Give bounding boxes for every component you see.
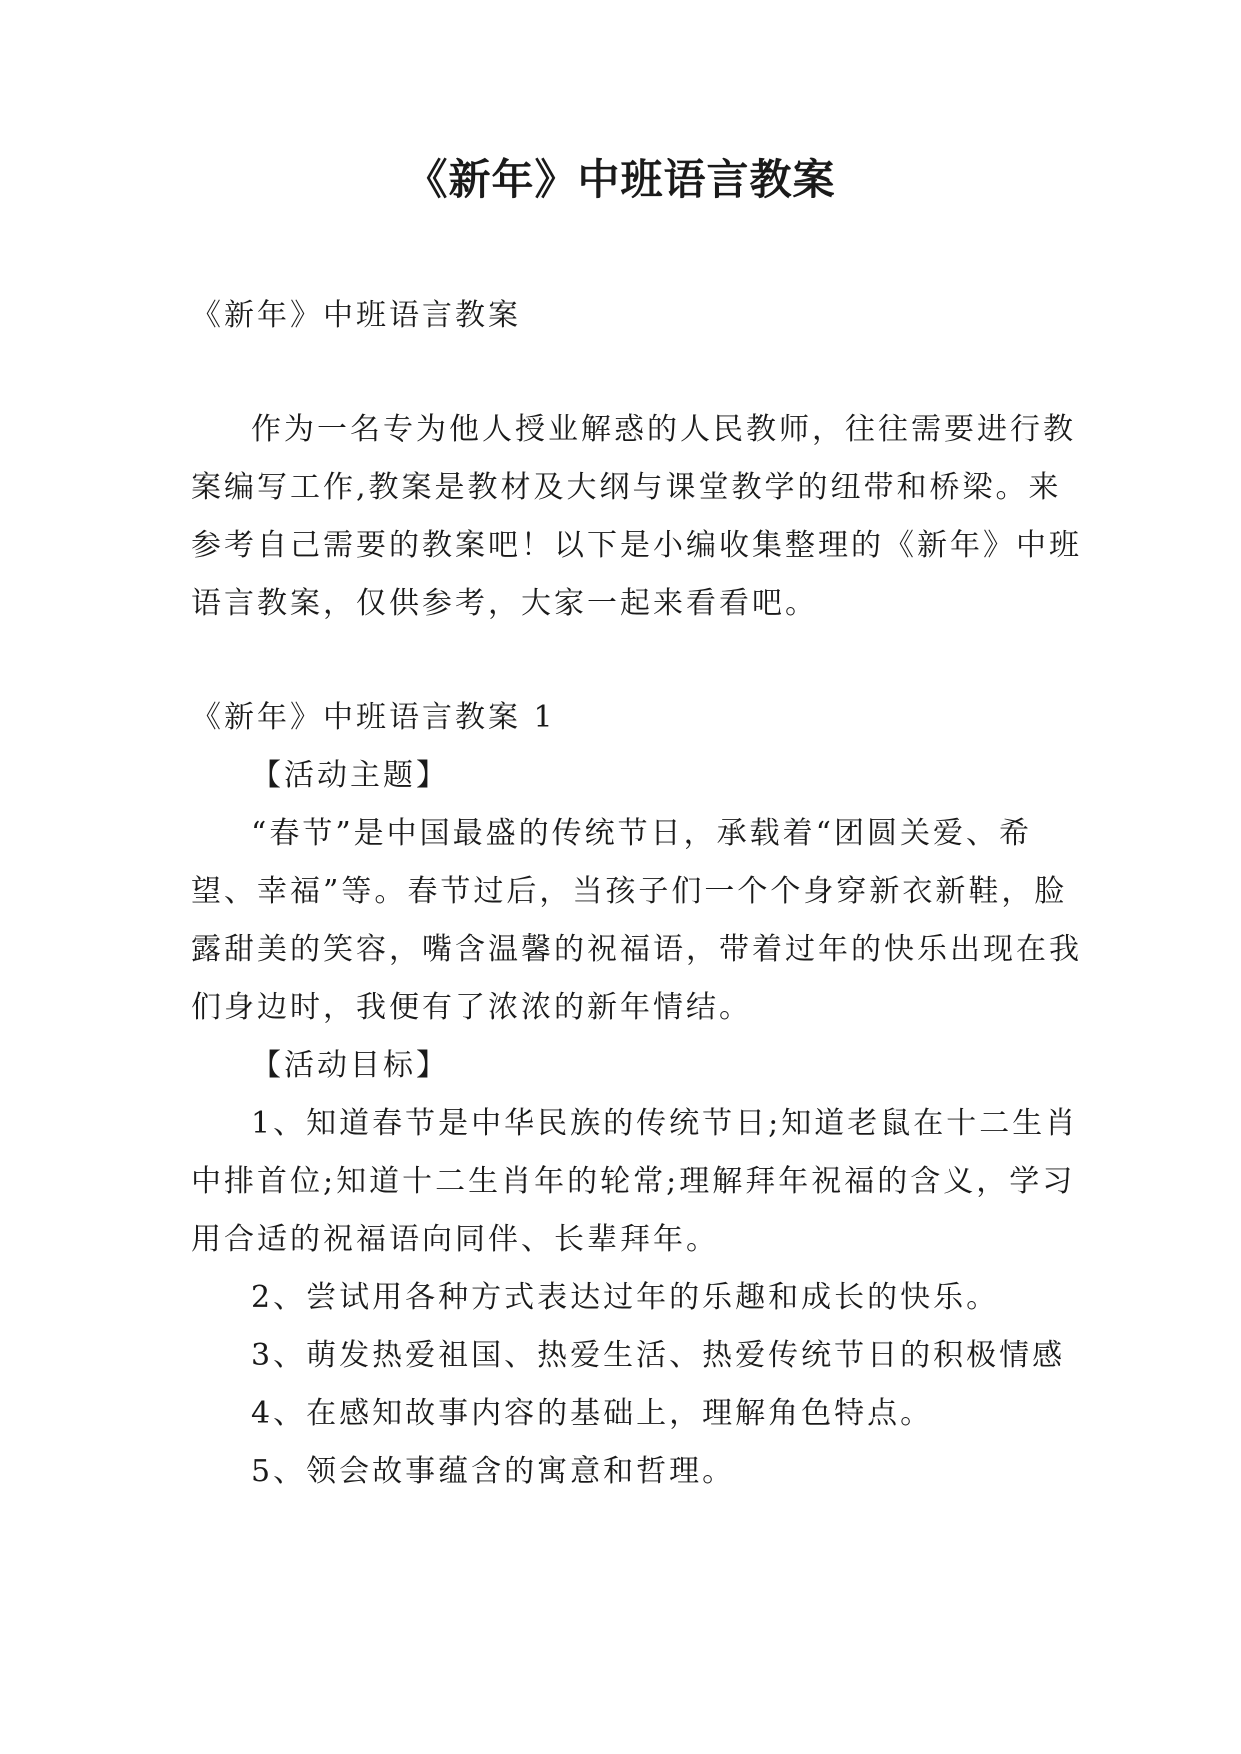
goal-item-4: 4、在感知故事内容的基础上，理解角色特点。 — [251, 1396, 934, 1431]
section-heading: 《新年》中班语言教案 1 — [191, 700, 556, 735]
intro-paragraph: 作为一名专为他人授业解惑的人民教师，往往需要进行教案编写工作,教案是教材及大纲与课堂教学的纽带和桥梁。来参考自己需要的教案吧！以下是小编收集整理的《新年》中班语言教案，仅供参考，大家一起来看看吧。 — [191, 412, 1082, 621]
goal-item-3: 3、萌发热爱祖国、热爱生活、热爱传统节日的积极情感 — [251, 1338, 1066, 1373]
goal-item-1: 1、知道春节是中华民族的传统节日;知道老鼠在十二生肖中排首位;知道十二生肖年的轮常;理解拜年祝福的含义，学习用合适的祝福语向同伴、长辈拜年。 — [191, 1106, 1079, 1257]
goal-item-2: 2、尝试用各种方式表达过年的乐趣和成长的快乐。 — [251, 1280, 1000, 1315]
document-title: 《新年》中班语言教案 — [405, 155, 836, 204]
document-subtitle: 《新年》中班语言教案 — [191, 298, 521, 333]
goals-heading: 【活动目标】 — [251, 1048, 449, 1083]
theme-paragraph: “春节”是中国最盛的传统节日，承载着“团圆关爱、希望、幸福”等。春节过后，当孩子们一个个身穿新衣新鞋，脸露甜美的笑容，嘴含温馨的祝福语，带着过年的快乐出现在我们身边时，我便有了浓浓的新年情结。 — [191, 816, 1082, 1025]
theme-heading: 【活动主题】 — [251, 758, 449, 793]
goal-item-5: 5、领会故事蕴含的寓意和哲理。 — [251, 1454, 736, 1489]
document-body — [191, 287, 1091, 1501]
